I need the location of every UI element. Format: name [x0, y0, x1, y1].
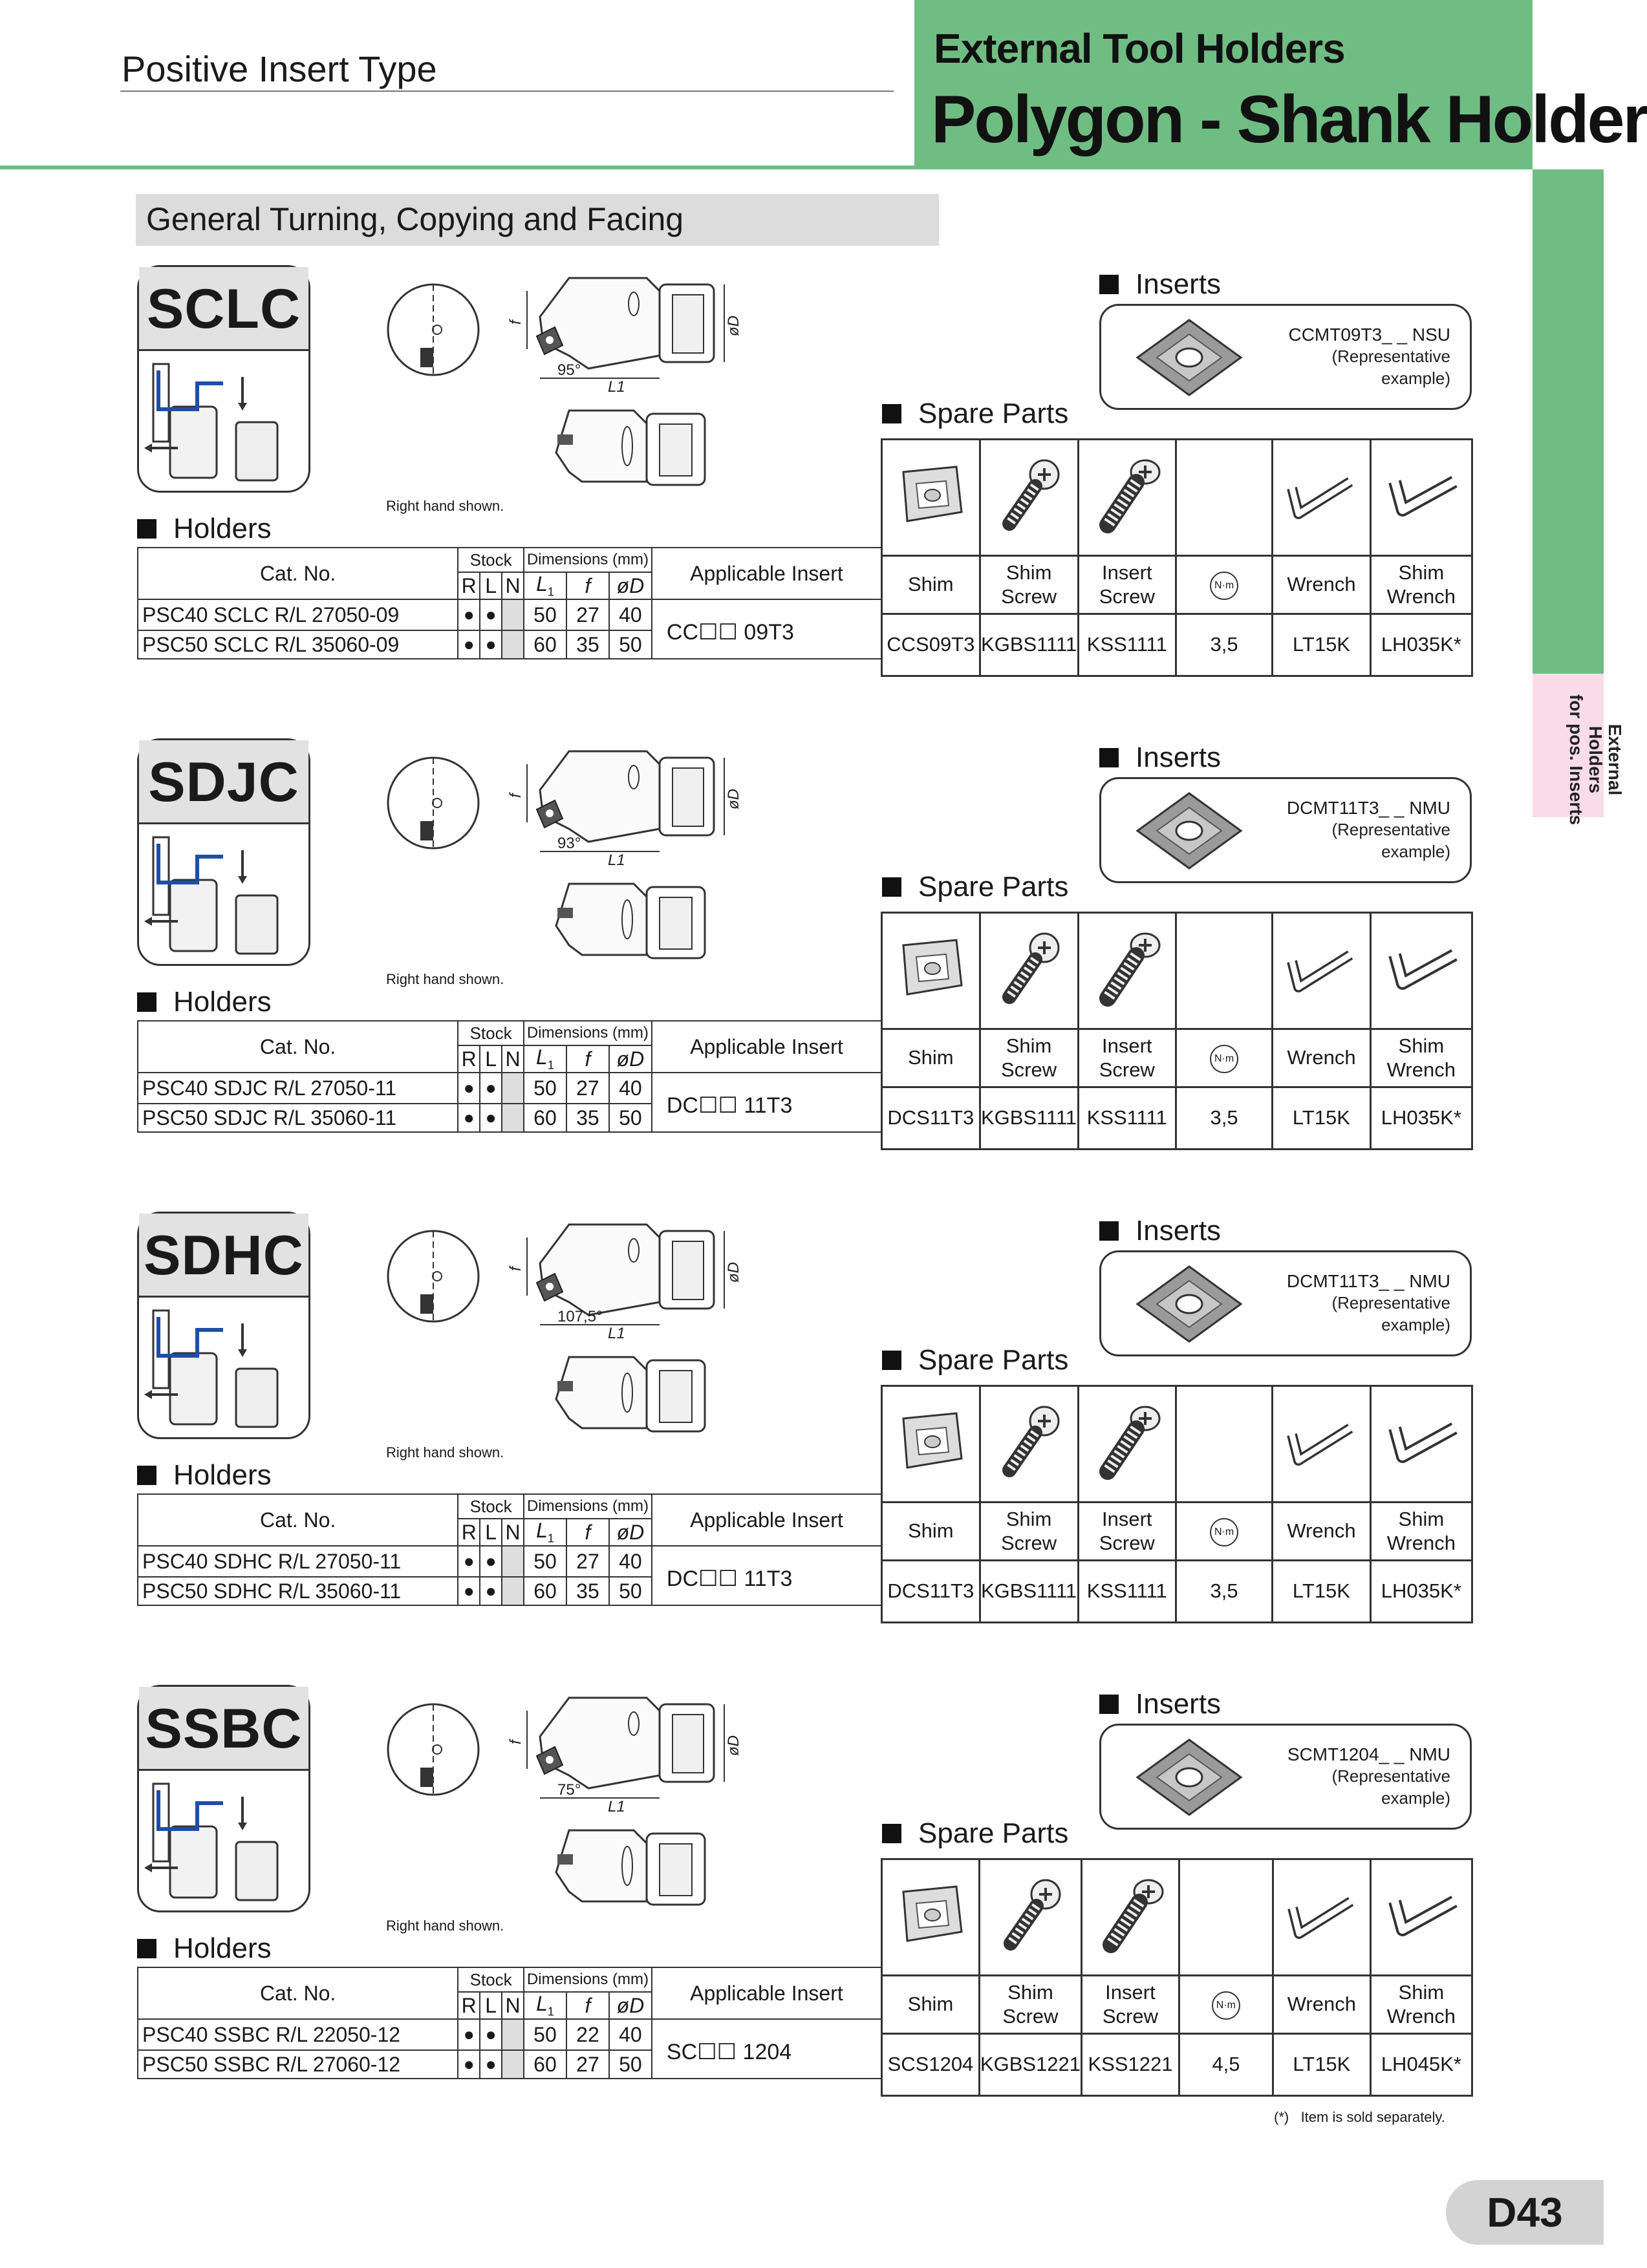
shim-screw-image [979, 1859, 1081, 1976]
col-stock: Stock [458, 1967, 524, 1992]
page-section-title: Positive Insert Type [122, 48, 437, 89]
holder-code-badge [137, 1685, 310, 1912]
insert-screw-icon [1088, 453, 1166, 537]
stock-n [502, 1546, 524, 1577]
holders-table [137, 1493, 882, 1606]
holder-cat-no[interactable]: PSC40 SSBC R/L 22050-12 [138, 2019, 458, 2050]
part-shim[interactable]: SCS1204 [882, 2034, 980, 2096]
torque-column-spacer [1176, 440, 1273, 556]
dim-f: 27 [566, 1546, 609, 1577]
stock-l: ● [480, 1073, 502, 1104]
wrench-icon [1280, 1876, 1364, 1953]
dim-od-label: øD [725, 316, 742, 336]
tool-holder-drawing [375, 265, 776, 511]
stock-n [502, 630, 524, 659]
col-torque [1176, 556, 1273, 614]
col-od: øD [609, 572, 652, 599]
holder-section-sclc [0, 265, 1604, 744]
dim-od-label: øD [725, 789, 742, 809]
dim-l1-label: L1 [608, 1325, 625, 1342]
col-r: R [458, 572, 480, 599]
holder-cat-no[interactable]: PSC50 SDJC R/L 35060-11 [138, 1104, 458, 1132]
holder-code: SDJC [139, 740, 308, 824]
shim-screw-icon [990, 926, 1068, 1010]
dim-l1-label: L1 [608, 1798, 625, 1815]
col-stock: Stock [458, 548, 524, 572]
col-shim-wrench: Shim Wrench [1370, 1503, 1472, 1561]
stock-l: ● [480, 1577, 502, 1605]
inserts-heading: Inserts [1099, 265, 1221, 304]
applicable-insert: DC☐☐ 11T3 [652, 1073, 881, 1132]
col-torque [1179, 1976, 1273, 2034]
header-rule [0, 166, 1533, 169]
dim-od: 50 [609, 630, 652, 659]
stock-n [502, 1104, 524, 1132]
part-wrench[interactable]: LT15K [1273, 2034, 1370, 2096]
holders-table [137, 1020, 882, 1133]
part-shim[interactable]: DCS11T3 [882, 1087, 980, 1150]
table-row [138, 599, 881, 630]
dim-l1: 60 [524, 1104, 566, 1132]
col-shim-screw: Shim Screw [980, 1029, 1078, 1087]
torque-column-spacer [1176, 1386, 1272, 1503]
insert-screw-image [1082, 1859, 1179, 1976]
part-shim-wrench[interactable]: LH035K* [1370, 614, 1472, 676]
shim-wrench-icon [1379, 929, 1463, 1007]
shim-icon [892, 1879, 969, 1950]
holder-cat-no[interactable]: PSC50 SCLC R/L 35060-09 [138, 630, 458, 659]
shim-screw-icon [990, 1399, 1068, 1483]
holder-cat-no[interactable]: PSC50 SDHC R/L 35060-11 [138, 1577, 458, 1605]
dim-l1: 60 [524, 630, 566, 659]
stock-r: ● [458, 1577, 480, 1605]
col-torque [1176, 1503, 1272, 1561]
spare-parts-heading: Spare Parts [882, 394, 1068, 433]
part-shim[interactable]: DCS11T3 [882, 1561, 980, 1623]
part-insert-screw[interactable]: KSS1111 [1078, 1087, 1176, 1150]
dim-od: 50 [609, 1104, 652, 1132]
stock-n [502, 1073, 524, 1104]
wrench-icon [1279, 1402, 1363, 1480]
col-insert-screw: Insert Screw [1078, 1503, 1176, 1561]
holders-heading: Holders [137, 983, 272, 1022]
dim-od-label: øD [725, 1735, 742, 1756]
table-row [138, 1546, 881, 1577]
col-stock: Stock [458, 1021, 524, 1045]
stock-r: ● [458, 1546, 480, 1577]
spare-parts-table [881, 438, 1473, 677]
stock-r: ● [458, 1073, 480, 1104]
holder-pictogram [139, 351, 308, 491]
col-n: N [502, 1519, 524, 1546]
holders-table [137, 547, 882, 659]
holder-section-ssbc [0, 1685, 1604, 2163]
holder-section-sdhc [0, 1212, 1604, 1690]
wrench-icon [1279, 929, 1363, 1007]
dim-l1-label: L1 [608, 378, 625, 396]
dim-f: 27 [566, 2050, 609, 2079]
tool-holder-drawing [375, 738, 776, 984]
shim-wrench-image [1370, 440, 1472, 556]
col-l: L [480, 1045, 502, 1073]
col-wrench: Wrench [1273, 556, 1370, 614]
col-f: f [566, 1519, 609, 1546]
stock-l: ● [480, 599, 502, 630]
col-insert-screw: Insert Screw [1078, 556, 1176, 614]
holder-cat-no[interactable]: PSC40 SCLC R/L 27050-09 [138, 599, 458, 630]
shim-screw-image [980, 1386, 1078, 1503]
approach-angle: 93° [557, 835, 581, 852]
col-applicable-insert: Applicable Insert [652, 1967, 881, 2019]
shim-wrench-icon [1379, 456, 1463, 533]
holder-code-badge [137, 1212, 310, 1439]
dim-od: 50 [609, 2050, 652, 2079]
col-dimensions: Dimensions (mm) [524, 1967, 652, 1992]
table-row [882, 2034, 1472, 2096]
col-l: L [480, 1992, 502, 2019]
insert-image [1125, 312, 1254, 403]
insert-designation: DCMT11T3_ _ NMU (Representative example) [1286, 1271, 1450, 1334]
header-divider [120, 91, 894, 92]
insert-designation: DCMT11T3_ _ NMU (Representative example) [1286, 798, 1450, 861]
page-title: Polygon - Shank Holder [931, 82, 1647, 157]
col-wrench: Wrench [1273, 1976, 1370, 2034]
shim-icon [892, 1406, 969, 1477]
shim-wrench-image [1370, 1386, 1472, 1503]
dim-f: 35 [566, 630, 609, 659]
part-shim-wrench[interactable]: LH045K* [1370, 2034, 1472, 2096]
insert-image [1125, 1732, 1254, 1823]
stock-l: ● [480, 630, 502, 659]
col-l: L [480, 572, 502, 599]
right-hand-note: Right hand shown. [386, 498, 504, 514]
shim-screw-image [980, 913, 1078, 1029]
insert-reference-box [1099, 777, 1472, 883]
col-od: øD [609, 1992, 652, 2019]
torque-icon: N·m [1212, 1991, 1240, 2020]
table-row [882, 1087, 1472, 1150]
col-r: R [458, 1045, 480, 1073]
dim-f-label: f [507, 320, 524, 325]
holder-code-badge [137, 738, 310, 966]
stock-l: ● [480, 1104, 502, 1132]
col-shim-screw: Shim Screw [980, 1503, 1078, 1561]
holder-cat-no[interactable]: PSC40 SDJC R/L 27050-11 [138, 1073, 458, 1104]
col-l1: $L_1$ [524, 572, 566, 599]
holder-cat-no[interactable]: PSC50 SSBC R/L 27060-12 [138, 2050, 458, 2079]
shim-image [882, 913, 980, 1029]
dim-od: 40 [609, 1073, 652, 1104]
col-cat-no: Cat. No. [138, 1967, 458, 2019]
stock-r: ● [458, 2019, 480, 2050]
shim-image [882, 440, 980, 556]
stock-r: ● [458, 2050, 480, 2079]
stock-r: ● [458, 599, 480, 630]
table-row [138, 2019, 881, 2050]
col-cat-no: Cat. No. [138, 548, 458, 599]
holder-cat-no[interactable]: PSC40 SDHC R/L 27050-11 [138, 1546, 458, 1577]
col-applicable-insert: Applicable Insert [652, 548, 881, 599]
col-shim-screw: Shim Screw [980, 556, 1078, 614]
holder-pictogram [139, 1298, 308, 1437]
dim-l1: 50 [524, 2019, 566, 2050]
col-stock: Stock [458, 1494, 524, 1519]
dim-f-label: f [507, 1740, 524, 1744]
col-shim: Shim [882, 556, 980, 614]
col-applicable-insert: Applicable Insert [652, 1021, 881, 1073]
part-shim[interactable]: CCS09T3 [882, 614, 980, 676]
holders-heading: Holders [137, 1929, 272, 1968]
torque-column-spacer [1179, 1859, 1273, 1976]
table-row [138, 1073, 881, 1104]
right-hand-note: Right hand shown. [386, 1918, 504, 1934]
spare-parts-heading: Spare Parts [882, 1341, 1068, 1380]
part-shim-wrench[interactable]: LH035K* [1370, 1087, 1472, 1150]
col-r: R [458, 1992, 480, 2019]
holders-heading: Holders [137, 1456, 272, 1495]
spare-parts-table [881, 1858, 1473, 2097]
col-l1: $L_1$ [524, 1045, 566, 1073]
col-n: N [502, 1992, 524, 2019]
insert-screw-icon [1088, 1399, 1166, 1483]
torque-column-spacer [1176, 913, 1272, 1029]
dim-l1: 60 [524, 1577, 566, 1605]
torque-icon: N·m [1210, 1518, 1238, 1546]
dim-l1: 50 [524, 599, 566, 630]
inserts-heading: Inserts [1099, 1685, 1221, 1724]
col-applicable-insert: Applicable Insert [652, 1494, 881, 1546]
col-shim-wrench: Shim Wrench [1370, 1029, 1472, 1087]
col-l1: $L_1$ [524, 1992, 566, 2019]
insert-reference-box [1099, 304, 1472, 410]
torque-icon: N·m [1210, 572, 1238, 600]
col-l: L [480, 1519, 502, 1546]
shim-image [882, 1386, 980, 1503]
wrench-image [1273, 913, 1371, 1029]
table-row [882, 1561, 1472, 1623]
wrench-icon [1279, 456, 1363, 533]
col-shim: Shim [882, 1976, 980, 2034]
insert-image [1125, 1259, 1254, 1349]
holder-code: SCLC [139, 267, 308, 351]
table-row [882, 614, 1472, 676]
col-od: øD [609, 1045, 652, 1073]
col-cat-no: Cat. No. [138, 1494, 458, 1546]
holders-table [137, 1967, 882, 2079]
part-shim-screw[interactable]: KGBS1111 [980, 1561, 1078, 1623]
chapter-title: External Tool Holders [934, 25, 1345, 72]
dim-f: 27 [566, 599, 609, 630]
holder-pictogram [139, 1771, 308, 1910]
col-n: N [502, 572, 524, 599]
tool-holder-drawing [375, 1685, 776, 1931]
holder-code: SDHC [139, 1214, 308, 1298]
insert-screw-image [1078, 913, 1176, 1029]
spare-parts-heading: Spare Parts [882, 868, 1068, 906]
stock-l: ● [480, 2019, 502, 2050]
insert-screw-icon [1088, 926, 1166, 1010]
insert-screw-image [1078, 1386, 1176, 1503]
holder-code-badge [137, 265, 310, 493]
shim-screw-icon [990, 453, 1068, 537]
col-wrench: Wrench [1273, 1029, 1371, 1087]
dim-od-label: øD [725, 1262, 742, 1283]
approach-angle: 107,5° [557, 1308, 603, 1325]
stock-n [502, 599, 524, 630]
dim-f-label: f [507, 1267, 524, 1271]
col-r: R [458, 1519, 480, 1546]
part-wrench[interactable]: LT15K [1273, 614, 1370, 676]
col-dimensions: Dimensions (mm) [524, 548, 652, 572]
shim-wrench-image [1370, 1859, 1472, 1976]
part-torque: 3,5 [1176, 1561, 1272, 1623]
insert-image [1125, 786, 1254, 876]
right-hand-note: Right hand shown. [386, 971, 504, 987]
part-shim-screw[interactable]: KGBS1111 [980, 1087, 1078, 1150]
tool-holder-drawing [375, 1212, 776, 1457]
stock-r: ● [458, 1104, 480, 1132]
shim-wrench-icon [1379, 1876, 1463, 1953]
torque-icon: N·m [1210, 1045, 1238, 1073]
right-hand-note: Right hand shown. [386, 1444, 504, 1460]
shim-icon [892, 932, 969, 1003]
part-insert-screw[interactable]: KSS1221 [1082, 2034, 1179, 2096]
spare-parts-table [881, 1385, 1473, 1623]
col-torque [1176, 1029, 1272, 1087]
col-l1: $L_1$ [524, 1519, 566, 1546]
col-shim-screw: Shim Screw [979, 1976, 1081, 2034]
stock-r: ● [458, 630, 480, 659]
col-od: øD [609, 1519, 652, 1546]
stock-n [502, 1577, 524, 1605]
holders-heading: Holders [137, 509, 272, 548]
col-shim-wrench: Shim Wrench [1370, 556, 1472, 614]
dim-l1: 50 [524, 1546, 566, 1577]
side-index-label: External Holders for pos. Inserts [1566, 694, 1625, 826]
shim-icon [892, 459, 969, 530]
footnote: (*) Item is sold separately. [1274, 2109, 1445, 2125]
insert-screw-image [1078, 440, 1176, 556]
col-insert-screw: Insert Screw [1082, 1976, 1179, 2034]
stock-n [502, 2019, 524, 2050]
part-wrench[interactable]: LT15K [1273, 1561, 1371, 1623]
applicable-insert: SC☐☐ 1204 [652, 2019, 881, 2079]
approach-angle: 95° [557, 361, 581, 379]
dim-od: 40 [609, 2019, 652, 2050]
dim-l1: 60 [524, 2050, 566, 2079]
applicable-insert: DC☐☐ 11T3 [652, 1546, 881, 1605]
col-shim: Shim [882, 1503, 980, 1561]
col-dimensions: Dimensions (mm) [524, 1021, 652, 1045]
holder-section-sdjc [0, 738, 1604, 1217]
dim-f: 35 [566, 1104, 609, 1132]
shim-image [882, 1859, 980, 1976]
dim-f: 35 [566, 1577, 609, 1605]
insert-reference-box [1099, 1250, 1472, 1356]
col-f: f [566, 1045, 609, 1073]
wrench-image [1273, 1386, 1371, 1503]
part-insert-screw[interactable]: KSS1111 [1078, 614, 1176, 676]
dim-f-label: f [507, 793, 524, 798]
spare-parts-heading: Spare Parts [882, 1814, 1068, 1853]
col-f: f [566, 1992, 609, 2019]
holder-pictogram [139, 824, 308, 964]
col-shim-wrench: Shim Wrench [1370, 1976, 1472, 2034]
wrench-image [1273, 1859, 1370, 1976]
stock-l: ● [480, 1546, 502, 1577]
inserts-heading: Inserts [1099, 1212, 1221, 1250]
shim-wrench-icon [1379, 1402, 1463, 1480]
part-shim-screw[interactable]: KGBS1221 [979, 2034, 1081, 2096]
col-insert-screw: Insert Screw [1078, 1029, 1176, 1087]
part-torque: 3,5 [1176, 614, 1273, 676]
dim-f: 22 [566, 2019, 609, 2050]
stock-n [502, 2050, 524, 2079]
dim-od: 50 [609, 1577, 652, 1605]
part-insert-screw[interactable]: KSS1111 [1078, 1561, 1176, 1623]
part-shim-screw[interactable]: KGBS1111 [980, 614, 1078, 676]
part-torque: 3,5 [1176, 1087, 1272, 1150]
col-shim: Shim [882, 1029, 980, 1087]
shim-wrench-image [1370, 913, 1472, 1029]
dim-f: 27 [566, 1073, 609, 1104]
col-cat-no: Cat. No. [138, 1021, 458, 1073]
spare-parts-table [881, 912, 1473, 1150]
approach-angle: 75° [557, 1781, 581, 1799]
page-number: D43 [1446, 2180, 1604, 2245]
col-n: N [502, 1045, 524, 1073]
part-wrench[interactable]: LT15K [1273, 1087, 1371, 1150]
holder-code: SSBC [139, 1687, 308, 1771]
insert-screw-icon [1092, 1872, 1169, 1956]
part-torque: 4,5 [1179, 2034, 1273, 2096]
dim-od: 40 [609, 599, 652, 630]
shim-screw-image [980, 440, 1078, 556]
inserts-heading: Inserts [1099, 738, 1221, 777]
insert-designation: SCMT1204_ _ NMU (Representative example) [1287, 1744, 1450, 1808]
shim-screw-icon [991, 1872, 1069, 1956]
insert-designation: CCMT09T3_ _ NSU (Representative example) [1288, 325, 1450, 388]
part-shim-wrench[interactable]: LH035K* [1370, 1561, 1472, 1623]
application-subheader: General Turning, Copying and Facing [136, 194, 939, 246]
col-f: f [566, 572, 609, 599]
wrench-image [1273, 440, 1370, 556]
col-wrench: Wrench [1273, 1503, 1371, 1561]
dim-l1: 50 [524, 1073, 566, 1104]
col-dimensions: Dimensions (mm) [524, 1494, 652, 1519]
applicable-insert: CC☐☐ 09T3 [652, 599, 881, 659]
dim-l1-label: L1 [608, 851, 625, 869]
insert-reference-box [1099, 1724, 1472, 1830]
stock-l: ● [480, 2050, 502, 2079]
dim-od: 40 [609, 1546, 652, 1577]
